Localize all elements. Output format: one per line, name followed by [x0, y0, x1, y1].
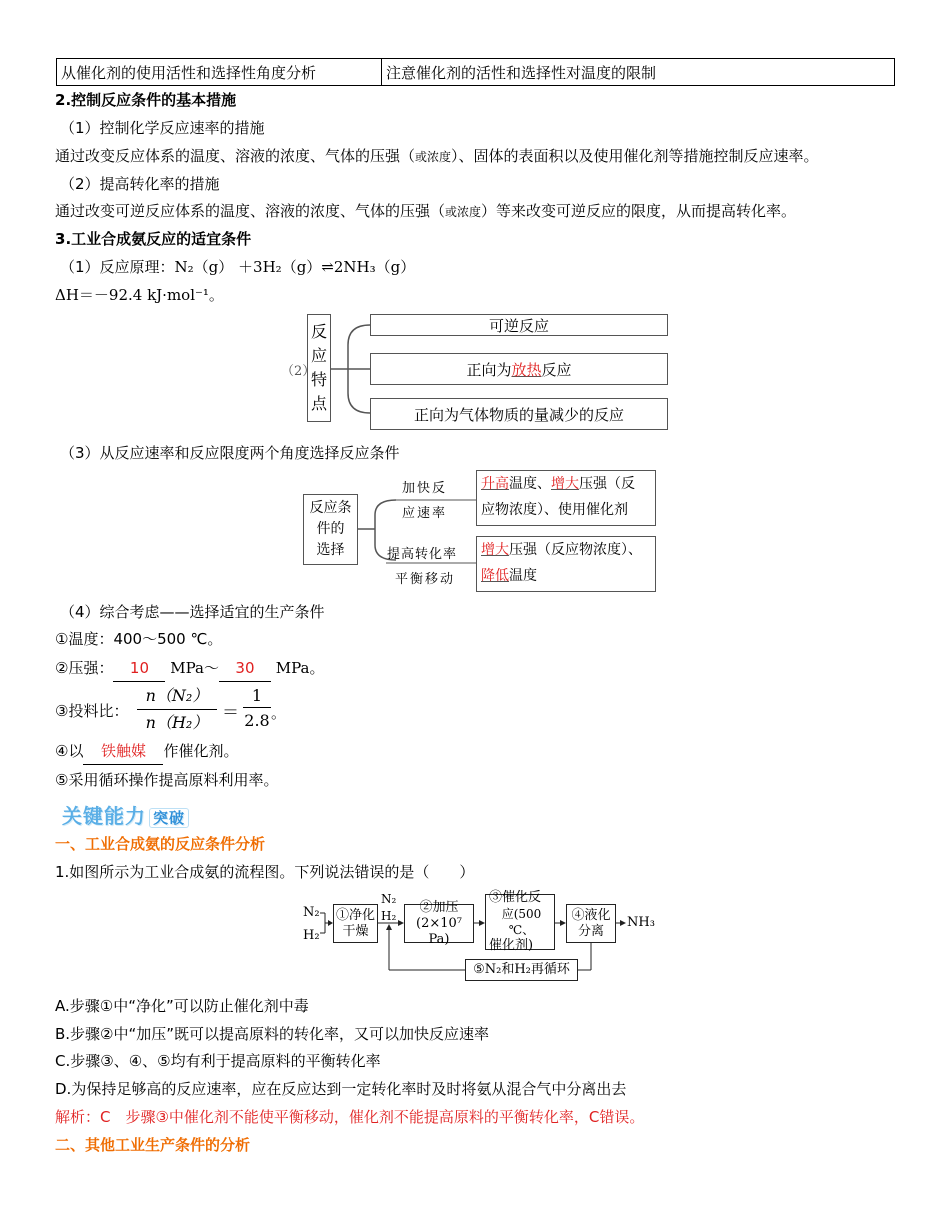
- flow-input-n2: N₂: [303, 905, 320, 920]
- option-a: A.步骤①中“净化”可以防止催化剂中毒: [55, 997, 309, 1015]
- section3-heading: 3.工业合成氨反应的适宜条件: [55, 230, 252, 248]
- ratio-label: ③投料比：: [55, 702, 129, 720]
- ratio-value-denominator: 2.8: [244, 711, 270, 730]
- feature-box-gas-decrease: 正向为气体物质的量减少的反应: [370, 398, 668, 430]
- flow-mid-h2: H₂: [381, 909, 397, 923]
- branch-equilibrium-bottom: 平衡移动: [395, 572, 456, 587]
- pressure-max: 30: [219, 655, 271, 682]
- option-b: B.步骤②中“加压”既可以提高原料的转化率，又可以加快反应速率: [55, 1025, 490, 1043]
- section2-para1: 通过改变反应体系的温度、溶液的浓度、气体的压强（或浓度）、固体的表面积以及使用催化剂等措施控制反应速率。: [55, 147, 819, 165]
- flow-step2: ②加压 (2×10⁷ Pa): [404, 904, 474, 943]
- condition-pressure: ②压强： 10 MPa～ 30 MPa。: [55, 655, 324, 681]
- condition-temperature: ①温度：400～500 ℃。: [55, 630, 223, 648]
- option-d: D.为保持足够高的反应速率，应在反应达到一定转化率时及时将氨从混合气中分离出去: [55, 1080, 627, 1098]
- branch-rate-top: 加快反: [402, 481, 448, 496]
- result-equilibrium-box: 增大压强（反应物浓度）、 降低温度: [476, 536, 656, 592]
- feature-box-reversible: 可逆反应: [370, 314, 668, 336]
- result-rate-box: 升高温度、增大压强（反 应物浓度）、使用催化剂: [476, 470, 656, 526]
- ratio-denominator: n（H₂）: [145, 713, 209, 732]
- part1-heading: 一、工业合成氨的反应条件分析: [55, 835, 266, 853]
- option-c: C.步骤③、④、⑤均有利于提高原料的平衡转化率: [55, 1052, 381, 1070]
- features-label: （2）: [281, 364, 316, 379]
- flow-step4: ④液化 分离: [566, 904, 616, 943]
- section3-sub3: （3）从反应速率和反应限度两个角度选择反应条件: [60, 444, 400, 462]
- reaction-principle: （1）反应原理：N₂（g） ＋3H₂（g）⇌2NH₃（g）: [60, 258, 416, 276]
- enthalpy: ΔH＝－92.4 kJ·mol⁻¹。: [55, 286, 224, 304]
- section2-sub1: （1）控制化学反应速率的措施: [60, 119, 265, 137]
- key-ability-banner: 关键能力 突破: [62, 800, 189, 829]
- pressure-min: 10: [113, 655, 165, 682]
- flow-step5: ⑤N₂和H₂再循环: [465, 959, 578, 981]
- analysis: 解析：C 步骤③中催化剂不能使平衡移动，催化剂不能提高原料的平衡转化率，C错误。: [55, 1108, 645, 1126]
- section3-sub4: （4）综合考虑——选择适宜的生产条件: [60, 603, 325, 621]
- branch-equilibrium-top: 提高转化率: [387, 547, 458, 562]
- features-title-box: 反 应 特 点: [307, 314, 331, 422]
- section2-para2: 通过改变可逆反应体系的温度、溶液的浓度、气体的压强（或浓度）等来改变可逆反应的限度，从而提高转化率。: [55, 202, 797, 220]
- section2-heading: 2.控制反应条件的基本措施: [55, 91, 237, 109]
- ratio-equals: ＝: [222, 703, 239, 723]
- flow-mid-n2: N₂: [381, 892, 397, 906]
- feature-box-exothermic: 正向为 放热 反应: [370, 353, 668, 385]
- flow-input-h2: H₂: [303, 928, 320, 943]
- ratio-end: 。: [271, 704, 287, 722]
- condition-recycle: ⑤采用循环操作提高原料利用率。: [55, 771, 279, 789]
- section2-sub2: （2）提高转化率的措施: [60, 175, 220, 193]
- ratio-value-numerator: 1: [243, 686, 271, 708]
- catalyst-answer: 铁触媒: [83, 738, 163, 765]
- part2-heading: 二、其他工业生产条件的分析: [55, 1136, 251, 1154]
- branch-rate-bottom: 应速率: [402, 506, 448, 521]
- table-row: [57, 59, 895, 86]
- condition-catalyst: ④以 铁触媒 作催化剂。: [55, 738, 238, 764]
- flow-output-nh3: NH₃: [627, 915, 655, 930]
- table-cell: 从催化剂的使用活性和选择性角度分析: [57, 59, 382, 86]
- table-cell: 注意催化剂的活性和选择性对温度的限制: [382, 59, 895, 86]
- flow-step3: ③催化反 应(500 ℃、 催化剂): [485, 894, 555, 950]
- question-1: 1.如图所示为工业合成氨的流程图。下列说法错误的是（ ）: [55, 863, 475, 881]
- condition-table: [56, 58, 895, 86]
- condition-title-box: 反应条 件的 选择: [303, 494, 358, 565]
- flow-step1: ①净化干燥: [333, 904, 378, 943]
- ratio-numerator: n（N₂）: [137, 683, 217, 710]
